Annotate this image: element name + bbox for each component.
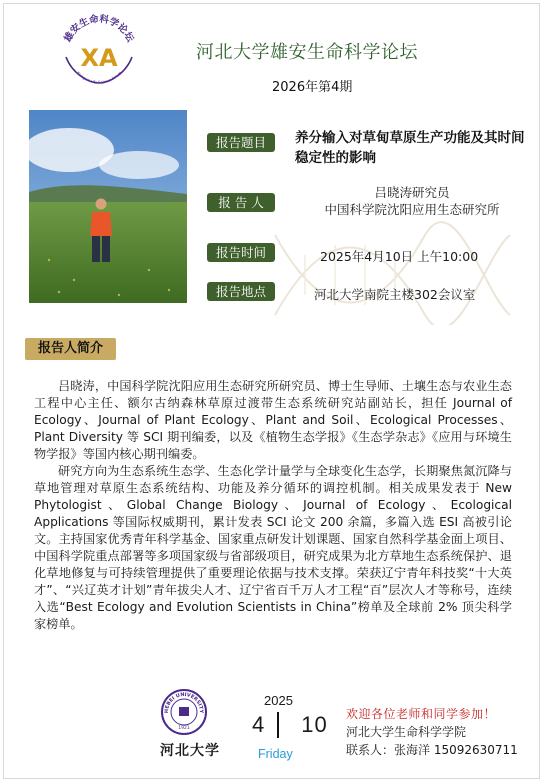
welcome-text: 欢迎各位老师和同学参加！ <box>346 707 497 721</box>
contact-info: 联系人：张海洋 15092630711 <box>346 743 518 757</box>
logo-top-text: 雄安生命科学论坛 <box>62 13 136 44</box>
university-name: 河北大学 <box>160 743 220 759</box>
seal-text: HEBEI UNIVERSITY <box>163 691 205 714</box>
talk-place: 河北大学南院主楼302会议室 <box>314 287 476 302</box>
issue-number: 2026年第4期 <box>272 80 353 95</box>
footer-month: 4 <box>252 712 266 737</box>
host-org: 河北大学生命科学学院 <box>346 725 467 739</box>
speaker-photo <box>29 110 187 303</box>
university-seal <box>160 688 208 736</box>
logo-mark: XA <box>80 44 118 72</box>
bio-paragraph-1: 吕晓涛，中国科学院沈阳应用生态研究所研究员、博士生导师、土壤生态与农业生态工程中心主任、额尔古纳森林草原过渡带生态系统研究站副站长，担任 Journal of Ecology、Journal of Plant Ecology、Plant and Soil、Ecological Processes、Plant Diversity 等 SCI 期刊编委，以及《植物生态学报》《生态学杂志》《应用与环境生物学报》等国内核心期刊编委。 <box>34 379 512 461</box>
speaker-info <box>302 184 522 218</box>
svg-text:雄安生命科学论坛 <box>62 13 137 44</box>
footer-date <box>252 712 328 738</box>
speaker-tag: 报 告 人 <box>207 193 275 212</box>
bio-paragraph-2: 研究方向为生态系统生态学、生态化学计量学与全球变化生态学，长期聚焦氮沉降与草地管理对草原生态系统结构、功能及养分循环的调控机制。相关成果发表于 New Phytologist、Global Change Biology、Journal of Ecology、Ecological Applications 等国际权威期刊，累计发表 SCI 论文 200 余篇，多篇入选 ESI 高被引论文。主持国家优秀青年科学基金、国家重点研发计划课题、国家自然科学基金面上项目、中国科学院重点部署等多项国家级与省部级项目，研究成果为北方草地生态系统保护、退化草地修复与可持续管理提供了重要理论依据与技术支撑。荣获辽宁青年科技奖“十大英才”、“兴辽英才计划”青年拔尖人才、辽宁省百千万人才工程“百”层次人才等称号，连续入选“Best Ecology and Evolution Scientists in China”榜单及全球前 2% 顶尖科学家榜单。 <box>34 464 512 631</box>
speaker-bio <box>34 378 512 633</box>
date-divider <box>277 712 279 738</box>
dna-watermark <box>265 215 515 325</box>
logo-bottom-text: Xiong'an Life Science Forum <box>75 70 123 85</box>
talk-time: 2025年4月10日 上午10:00 <box>320 249 479 264</box>
talk-title: 养分输入对草甸草原生产功能及其时间稳定性的影响 <box>295 130 525 166</box>
footer-day: 10 <box>301 712 328 737</box>
forum-title: 河北大学雄安生命科学论坛 <box>196 42 418 63</box>
bio-heading: 报告人简介 <box>25 338 116 360</box>
time-tag: 报告时间 <box>207 243 275 262</box>
footer-year: 2025 <box>264 693 293 708</box>
seal-year: 1921 <box>178 726 190 731</box>
footer-weekday: Friday <box>258 747 293 761</box>
topic-tag: 报告题目 <box>207 133 275 152</box>
speaker-name: 吕晓涛研究员 <box>374 185 450 200</box>
speaker-org: 中国科学院沈阳应用生态研究所 <box>324 202 500 217</box>
place-tag: 报告地点 <box>207 282 275 301</box>
forum-logo <box>58 13 140 89</box>
